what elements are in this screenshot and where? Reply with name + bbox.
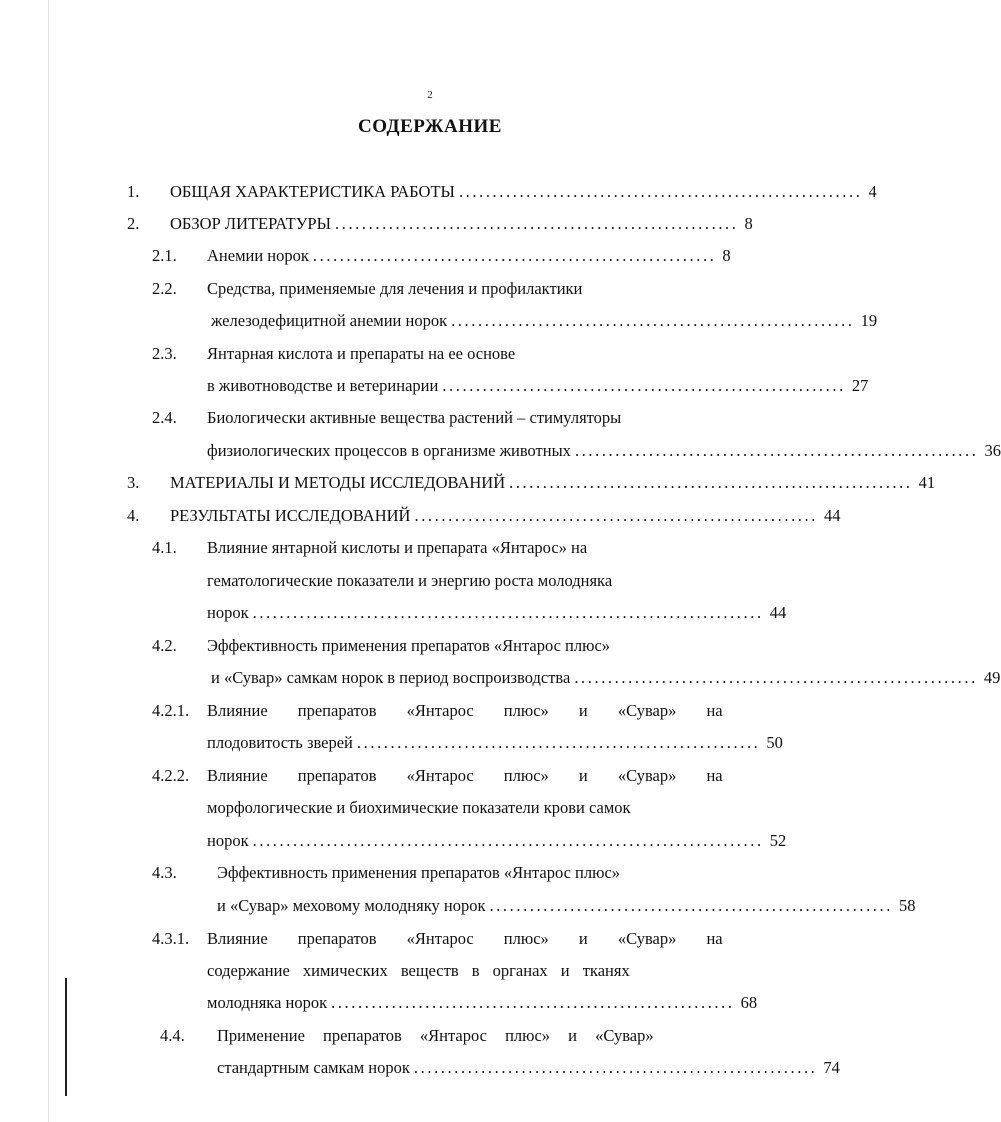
toc-entry-title: норок [207, 603, 249, 622]
toc-entry-number: 2.4. [152, 408, 177, 427]
toc-entry-number: 4.2.2. [152, 766, 190, 785]
toc-page-ref: 50 [766, 733, 783, 752]
dot-leader: ............................................................ [458, 182, 863, 201]
toc-page-ref: 19 [860, 311, 878, 330]
toc-entry-number: 4.2.1. [152, 701, 190, 720]
toc-entry-title: Янтарная кислота и препараты на ее основе [207, 344, 516, 363]
toc-page-ref: 74 [823, 1058, 840, 1077]
dot-leader: ............................................................ [489, 896, 893, 915]
toc-page-ref: 27 [851, 376, 869, 395]
toc-page-ref: 52 [769, 831, 787, 850]
page-title: СОДЕРЖАНИЕ [358, 116, 502, 137]
dot-leader: ............................................................................ [252, 603, 764, 622]
dot-leader: ............................................................ [335, 214, 739, 233]
dot-leader: ............................................................ [413, 1058, 818, 1077]
dot-leader: ............................................................ [451, 311, 855, 330]
toc-entry-title: Средства, применяемые для лечения и профилактики [207, 279, 583, 298]
dot-leader: ............................................................ [574, 668, 978, 687]
toc-entry-title: Эффективность применения препаратов «Янтарос плюс» [207, 636, 611, 655]
toc-page-ref: 49 [983, 668, 1001, 687]
toc-entry-title: Биологически активные вещества растений – стимуляторы [207, 408, 622, 427]
toc-entry-number: 2.3. [152, 344, 177, 363]
toc-page-ref: 8 [722, 246, 731, 265]
dot-leader: ............................................................ [442, 376, 846, 395]
toc-entry-number: 4. [127, 506, 140, 525]
toc-entry-number: 3. [127, 473, 140, 492]
toc-entry-title: Применение препаратов «Янтарос плюс» и «Сувар» [217, 1026, 654, 1045]
toc-entry-number: 4.3. [152, 863, 177, 882]
toc-entry-title: содержание химических веществ в органах и тканях [207, 961, 630, 980]
dot-leader: ............................................................ [356, 733, 761, 752]
toc-entry-title: Влияние препаратов «Янтарос плюс» и «Сувар» на [207, 766, 723, 785]
toc-entry-number: 4.1. [152, 538, 177, 557]
toc-entry-number: 2. [127, 214, 140, 233]
toc-entry-title: РЕЗУЛЬТАТЫ ИССЛЕДОВАНИЙ [170, 506, 411, 525]
toc-page-ref: 44 [823, 506, 841, 525]
toc-entry-title: плодовитость зверей [207, 733, 353, 752]
toc-entry-number: 4.3.1. [152, 929, 190, 948]
toc-entry-number: 2.1. [152, 246, 177, 265]
toc-entry-title: ОБЩАЯ ХАРАКТЕРИСТИКА РАБОТЫ [170, 182, 455, 201]
toc-page-ref: 44 [769, 603, 787, 622]
dot-leader: ............................................................ [331, 993, 735, 1012]
toc-page-ref: 41 [918, 473, 936, 492]
toc-entry-title: Влияние янтарной кислоты и препарата «Янтарос» на [207, 538, 588, 557]
page-number: 2 [427, 89, 433, 101]
toc-entry-number: 1. [127, 182, 140, 201]
toc-entry-title: ОБЗОР ЛИТЕРАТУРЫ [170, 214, 331, 233]
toc-entry-title: Анемии норок [207, 246, 309, 265]
toc-entry-title: Влияние препаратов «Янтарос плюс» и «Сувар» на [207, 701, 723, 720]
dot-leader: ............................................................ [574, 441, 979, 460]
toc-entry-title: стандартным самкам норок [217, 1058, 410, 1077]
toc-entry-title: молодняка норок [207, 993, 328, 1012]
toc-entry-title: физиологических процессов в организме животных [207, 441, 571, 460]
toc-page-ref: 8 [744, 214, 753, 233]
dot-leader: ............................................................ [312, 246, 717, 265]
dot-leader: ............................................................ [509, 473, 913, 492]
dot-leader: ............................................................................ [252, 831, 764, 850]
toc-entry-title: МАТЕРИАЛЫ И МЕТОДЫ ИССЛЕДОВАНИЙ [170, 473, 506, 492]
toc-page-ref: 58 [898, 896, 916, 915]
toc-entry-number: 2.2. [152, 279, 177, 298]
toc-entry-title: Влияние препаратов «Янтарос плюс» и «Сувар» на [207, 929, 723, 948]
toc-entry-number: 4.4. [160, 1026, 185, 1045]
toc-page-ref: 4 [868, 182, 877, 201]
toc-entry-title: гематологические показатели и энергию роста молодняка [207, 571, 613, 590]
toc-entry-title: железодефицитной анемии норок [211, 311, 448, 330]
dot-leader: ............................................................ [414, 506, 818, 525]
toc-entry-title: и «Сувар» меховому молодняку норок [217, 896, 486, 915]
toc-entry-title: в животноводстве и ветеринарии [207, 376, 439, 395]
toc-entry-title: норок [207, 831, 249, 850]
toc-entry-number: 4.2. [152, 636, 177, 655]
toc-page-ref: 36 [984, 441, 1001, 460]
toc-entry-title: морфологические и биохимические показатели крови самок [207, 798, 631, 817]
toc-entry-title: и «Сувар» самкам норок в период воспроизводства [211, 668, 571, 687]
toc-entry-title: Эффективность применения препаратов «Янтарос плюс» [217, 863, 621, 882]
toc-page-ref: 68 [740, 993, 758, 1012]
